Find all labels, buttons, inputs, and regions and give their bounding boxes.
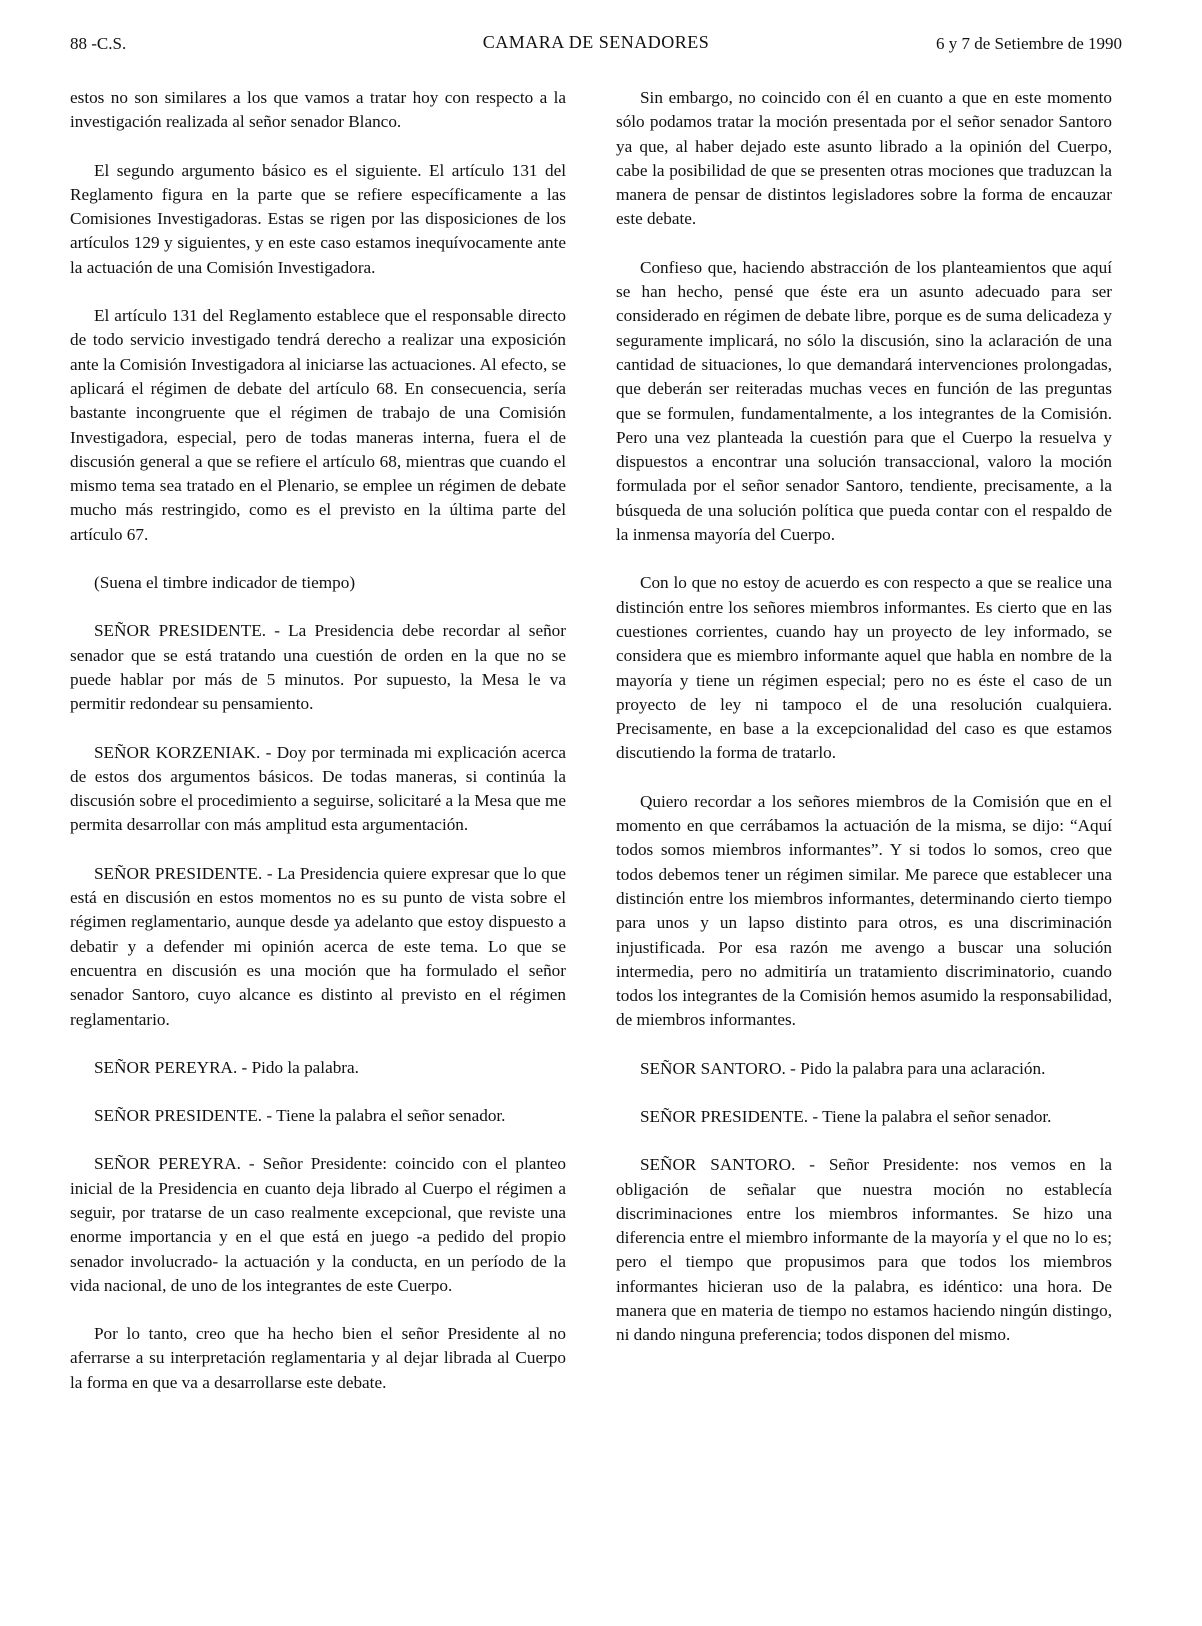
paragraph: Con lo que no estoy de acuerdo es con respecto a que se realice una distinción entre los señores miembros informantes. Es cierto que en las cuestiones corrientes, cuando hay un proyecto de ley informado, se considera que es miembro informante aquel que habla en nombre de la mayoría y tiene un régimen especial; pero no es éste el caso de un proyecto de ley ni tampoco el de una resolución cualquiera. Precisamente, en base a la excepcionalidad del caso es que estamos discutiendo la forma de tratarlo. — [616, 573, 1112, 763]
speaker-paragraph: SEÑOR SANTORO. - Señor Presidente: nos vemos en la obligación de señalar que nuestra moción no establecía discriminaciones entre los miembros informantes. Se hizo una diferencia entre el miembro informante de la mayoría y el que no lo es; pero el tiempo que propusimos para que todos los miembros informantes hicieran uso de la palabra, es idéntico: una hora. De manera que en materia de tiempo no estamos haciendo ningún distingo, ni dando ninguna preferencia; todos disponen del mismo. — [616, 1155, 1112, 1345]
stage-direction: (Suena el timbre indicador de tiempo) — [94, 573, 356, 593]
speaker-paragraph: SEÑOR PEREYRA. - Pido la palabra. — [94, 1057, 359, 1077]
paragraph: Sin embargo, no coincido con él en cuanto a que en este momento sólo podamos tratar la moción presentada por el señor senador Santoro ya que, al haber dejado este asunto librado a la opinión del Cuerpo, cabe la posibilidad de que se presenten otras mociones que traduzcan la manera de pensar de distintos legisladores sobre la forma de encauzar este debate. — [616, 88, 1112, 229]
session-date: 6 y 7 de Setiembre de 1990 — [935, 34, 1122, 53]
paragraph: Quiero recordar a los señores miembros de la Comisión que en el momento en que cerrábamos la actuación de la misma, se dijo: “Aquí todos somos miembros informantes”. Y si todos lo somos, creo que todos debemos tener un régimen similar. Me parece que establecer una distinción entre los miembros informantes, determinando cierto tiempo para unos y un lapso distinto para otros, es una discriminación injustificada. Por esa razón me avengo a buscar una solución intermedia, pero no admitiría un tratamiento discriminatorio, cuando todos los integrantes de la Comisión hemos asumido la responsabilidad, de miembros informantes. — [616, 791, 1112, 1030]
paragraph: El segundo argumento básico es el siguiente. El artículo 131 del Reglamento figura en la parte que se refiere específicamente a las Comisiones Investigadoras. Estas se rigen por las disposiciones de los artículos 129 y siguientes, y en este caso estamos inequívocamente ante la actuación de una Comisión Investigadora. — [70, 160, 566, 277]
paragraph: Confieso que, haciendo abstracción de los planteamientos que aquí se han hecho, pensé que éste era un asunto adecuado para ser considerado en régimen de debate libre, porque es de suma delicadeza y seguramente implicará, no sólo la discusión, sino la aclaración de una cantidad de situaciones, lo que demandará intervenciones prolongadas, que deberán ser reiteradas muchas veces en función de las preguntas que se formulen, fundamentalmente, a los integrantes de la Comisión. Pero una vez planteada la cuestión para que el Cuerpo la resuelva y dispuestos a encontrar una solución transaccional, valoro la moción formulada por el señor senador Santoro, tendiente, precisamente, a la búsqueda de una solución política que pueda contar con el respaldo de la inmensa mayoría del Cuerpo. — [616, 257, 1112, 545]
right-column — [616, 86, 1112, 1372]
speaker-paragraph: SEÑOR KORZENIAK. - Doy por terminada mi explicación acerca de estos dos argumentos básicos. De todas maneras, si continúa la discusión sobre el procedimiento a seguirse, solicitaré a la Mesa que me permita desarrollar con más amplitud esta argumentación. — [70, 742, 566, 835]
speaker-paragraph: SEÑOR PRESIDENTE. - La Presidencia quiere expresar que lo que está en discusión en estos momentos no es su punto de vista sobre el régimen reglamentario, aunque desde ya adelanto que estoy dispuesto a debatir y a defender mi opinión acerca de este tema. Lo que se encuentra en discusión es una moción que ha formulado el señor senador Santoro, cuyo alcance es distinto al previsto en el régimen reglamentario. — [70, 863, 566, 1029]
speaker-paragraph: SEÑOR PRESIDENTE. - Tiene la palabra el señor senador. — [94, 1106, 506, 1126]
paragraph: Por lo tanto, creo que ha hecho bien el señor Presidente al no aferrarse a su interpretación reglamentaria y al dejar librada al Cuerpo la forma en que va a desarrollarse este debate. — [70, 1324, 566, 1392]
left-column — [70, 86, 566, 1419]
speaker-paragraph: SEÑOR PEREYRA. - Señor Presidente: coincido con el planteo inicial de la Presidencia en cuanto deja librado al Cuerpo el régimen a seguir, por tratarse de un caso realmente excepcional, que reviste una enorme importancia y en el que está en juego -a pedido del propio senador involucrado- la actuación y la conducta, en un período de la vida nacional, de uno de los integrantes de este Cuerpo. — [70, 1154, 566, 1295]
speaker-paragraph: SEÑOR PRESIDENTE. - La Presidencia debe recordar al señor senador que se está tratando una cuestión de orden en la que no se puede hablar por más de 5 minutos. Por supuesto, la Mesa le va permitir redondear su pensamiento. — [70, 621, 566, 714]
speaker-paragraph: SEÑOR PRESIDENTE. - Tiene la palabra el señor senador. — [640, 1106, 1052, 1126]
page-header — [70, 32, 1122, 58]
page-reference: 88 -C.S. — [70, 34, 127, 53]
speaker-paragraph: SEÑOR SANTORO. - Pido la palabra para una aclaración. — [640, 1058, 1046, 1078]
page-title: CAMARA DE SENADORES — [482, 32, 710, 52]
paragraph: estos no son similares a los que vamos a tratar hoy con respecto a la investigación realizada al señor senador Blanco. — [70, 88, 566, 132]
paragraph: El artículo 131 del Reglamento establece que el responsable directo de todo servicio investigado tendrá derecho a realizar una exposición ante la Comisión Investigadora al iniciarse las actuaciones. Al efecto, se aplicará el régimen de debate del artículo 68. En consecuencia, sería bastante incongruente que el régimen de trabajo de una Comisión Investigadora, especial, pero de todas maneras interna, fuera el de discusión general a que se refiere el artículo 68, mientras que cuando el mismo tema sea tratado en el Plenario, se emplee un régimen de debate mucho más restringido, como es el previsto en la última parte del artículo 67. — [70, 306, 566, 544]
